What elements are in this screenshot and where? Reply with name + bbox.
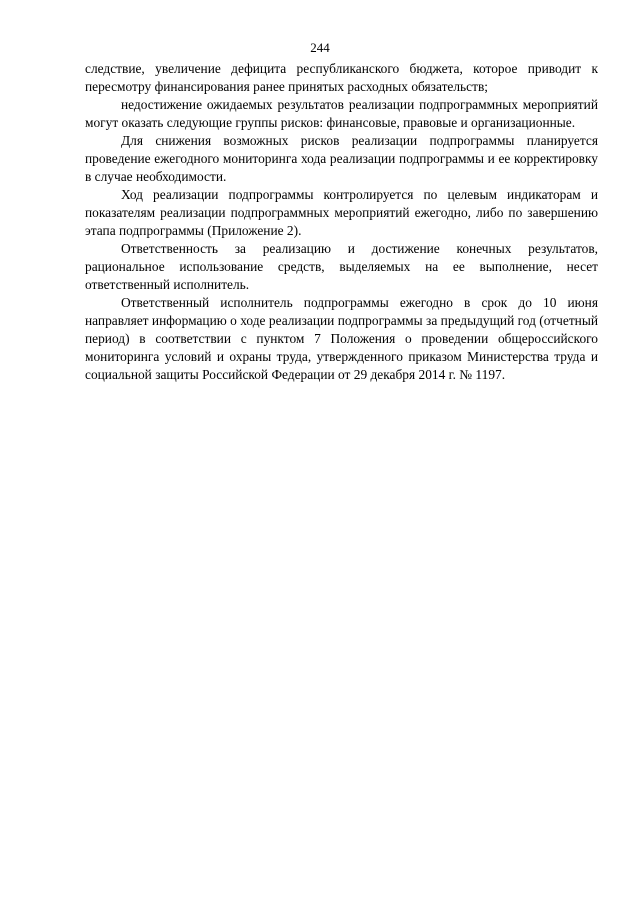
paragraph-5: Ответственность за реализацию и достижение конечных результатов, рациональное использование средств, выделяемых на ее выполнение, несет ответственный исполнитель. (85, 241, 598, 292)
page-number: 244 (310, 40, 330, 55)
body-text (85, 60, 598, 384)
paragraph-4: Ход реализации подпрограммы контролируется по целевым индикаторам и показателям реализации подпрограммных мероприятий ежегодно, либо по завершению этапа подпрограммы (Приложение 2). (85, 187, 598, 238)
paragraph-1: следствие, увеличение дефицита республиканского бюджета, которое приводит к пересмотру финансирования ранее принятых расходных обязательств; (85, 61, 598, 94)
paragraph-2: недостижение ожидаемых результатов реализации подпрограммных мероприятий могут оказать следующие группы рисков: финансовые, правовые и организационные. (85, 97, 598, 130)
paragraph-6: Ответственный исполнитель подпрограммы ежегодно в срок до 10 июня направляет информацию о ходе реализации подпрограммы за предыдущий год (отчетный период) в соответствии с пунктом 7 Положения о проведении общероссийского мониторинга условий и охраны труда, утвержденного приказом Министерства труда и социальной защиты Российской Федерации от 29 декабря 2014 г. № 1197. (85, 295, 598, 382)
paragraph-3: Для снижения возможных рисков реализации подпрограммы планируется проведение ежегодного мониторинга хода реализации подпрограммы и ее корректировку в случае необходимости. (85, 133, 598, 184)
